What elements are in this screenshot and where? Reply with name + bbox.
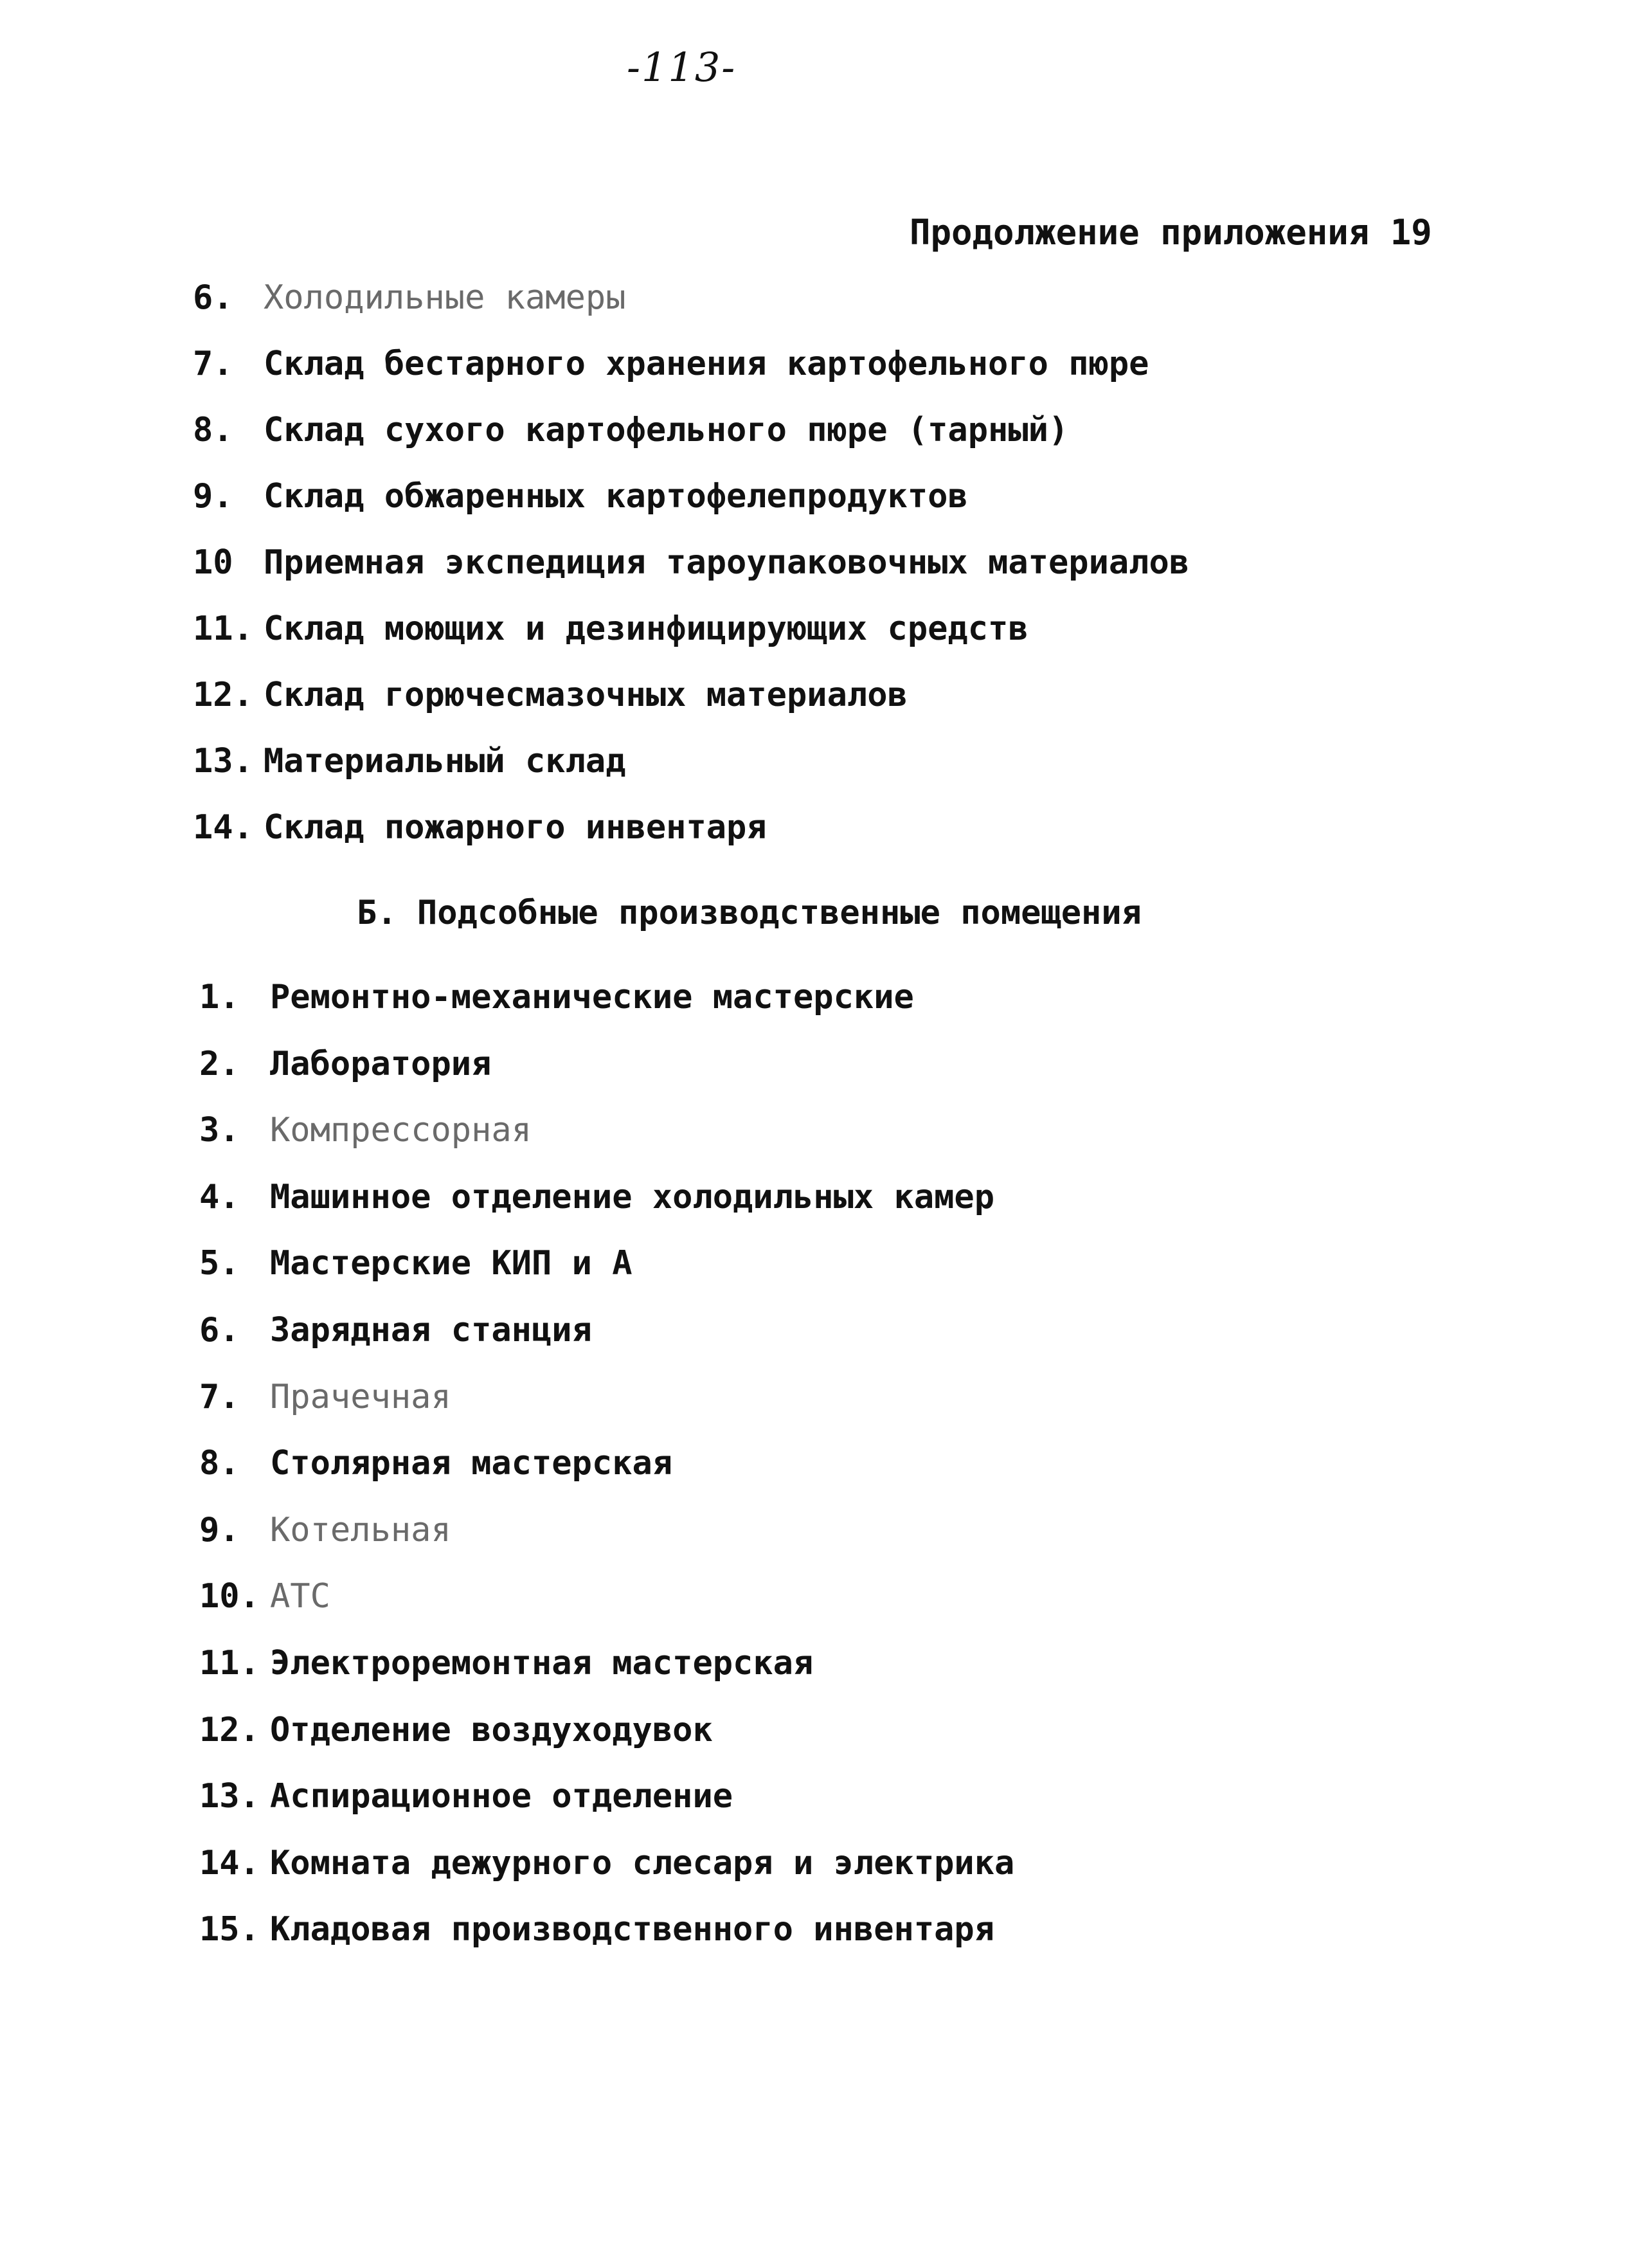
list-item-text: Склад бестарного хранения картофельного пюре: [264, 345, 1149, 383]
list-item: [199, 1843, 1014, 1910]
list-item-number: 11.: [199, 1643, 260, 1683]
list-item-text: Машинное отделение холодильных камер: [270, 1177, 995, 1216]
list-item-text: Котельная: [270, 1510, 451, 1549]
list-item-text: Ремонтно-механические мастерские: [270, 978, 914, 1016]
list-item: [193, 741, 1189, 808]
list-item-number: 9.: [199, 1510, 240, 1549]
page-number: -113-: [627, 44, 737, 91]
list-item-text: Холодильные камеры: [264, 278, 626, 317]
list-item: [199, 1110, 1014, 1177]
auxiliary-premises-list: [199, 977, 1014, 1976]
list-item-text: Прачечная: [270, 1377, 451, 1416]
list-item-text: Кладовая производственного инвентаря: [270, 1910, 995, 1949]
list-item-number: 8.: [193, 411, 233, 449]
list-item: [193, 410, 1189, 476]
list-item-text: Комната дежурного слесаря и электрика: [270, 1843, 1015, 1882]
list-item: [199, 1044, 1014, 1111]
list-item-text: Столярная мастерская: [270, 1444, 673, 1483]
list-item: [199, 1177, 1014, 1244]
list-item-number: 7.: [193, 345, 233, 383]
list-item: [199, 1510, 1014, 1577]
list-item-number: 5.: [199, 1244, 240, 1283]
list-item-text: Склад горючесмазочных материалов: [264, 676, 908, 714]
list-item-number: 12.: [193, 676, 253, 714]
list-item-text: Материальный склад: [264, 742, 626, 781]
list-item: [193, 808, 1189, 874]
list-item-number: 6.: [193, 278, 233, 317]
list-item: [199, 1576, 1014, 1643]
list-item-text: Лаборатория: [270, 1044, 492, 1083]
list-item: [193, 278, 1189, 344]
list-item-number: 11.: [193, 609, 253, 648]
list-item-number: 1.: [199, 978, 240, 1016]
list-item: [193, 675, 1189, 741]
list-item: [193, 344, 1189, 410]
list-item-text: Склад сухого картофельного пюре (тарный): [264, 411, 1069, 449]
list-item-number: 14.: [193, 808, 253, 847]
list-item-text: Отделение воздуходувок: [270, 1710, 713, 1749]
list-item-text: АТС: [270, 1577, 330, 1616]
list-item-number: 7.: [199, 1377, 240, 1416]
list-item: [199, 1243, 1014, 1310]
section-heading: Б. Подсобные производственные помещения: [357, 894, 1142, 932]
list-item-number: 9.: [193, 477, 233, 516]
list-item-number: 3.: [199, 1111, 240, 1150]
list-item-text: Электроремонтная мастерская: [270, 1643, 814, 1683]
list-item: [199, 1909, 1014, 1976]
list-item-text: Компрессорная: [270, 1111, 532, 1150]
list-item-number: 15.: [199, 1910, 260, 1949]
list-item-number: 10.: [199, 1577, 260, 1616]
list-item: [199, 1643, 1014, 1710]
list-item: [193, 543, 1189, 609]
list-item-number: 4.: [199, 1177, 240, 1216]
list-item-number: 10: [193, 543, 233, 582]
list-item-number: 12.: [199, 1710, 260, 1749]
list-item-text: Зарядная станция: [270, 1310, 592, 1349]
list-item-text: Склад пожарного инвентаря: [264, 808, 767, 847]
list-item: [199, 1310, 1014, 1377]
list-item-text: Аспирационное отделение: [270, 1777, 733, 1816]
list-item: [193, 609, 1189, 675]
storage-list: [193, 278, 1189, 874]
list-item-text: Склад моющих и дезинфицирующих средств: [264, 609, 1028, 648]
list-item-number: 2.: [199, 1044, 240, 1083]
list-item: [199, 1443, 1014, 1510]
list-item-number: 8.: [199, 1444, 240, 1483]
list-item-number: 13.: [199, 1777, 260, 1816]
appendix-continuation-note: Продолжение приложения 19: [910, 212, 1432, 253]
list-item: [193, 476, 1189, 543]
list-item: [199, 1776, 1014, 1843]
list-item: [199, 977, 1014, 1044]
list-item-text: Склад обжаренных картофелепродуктов: [264, 477, 968, 516]
list-item-text: Мастерские КИП и А: [270, 1244, 633, 1283]
list-item-number: 14.: [199, 1843, 260, 1882]
list-item: [199, 1710, 1014, 1777]
list-item-number: 13.: [193, 742, 253, 781]
list-item-text: Приемная экспедиция тароупаковочных материалов: [264, 543, 1190, 582]
list-item-number: 6.: [199, 1310, 240, 1349]
list-item: [199, 1377, 1014, 1444]
